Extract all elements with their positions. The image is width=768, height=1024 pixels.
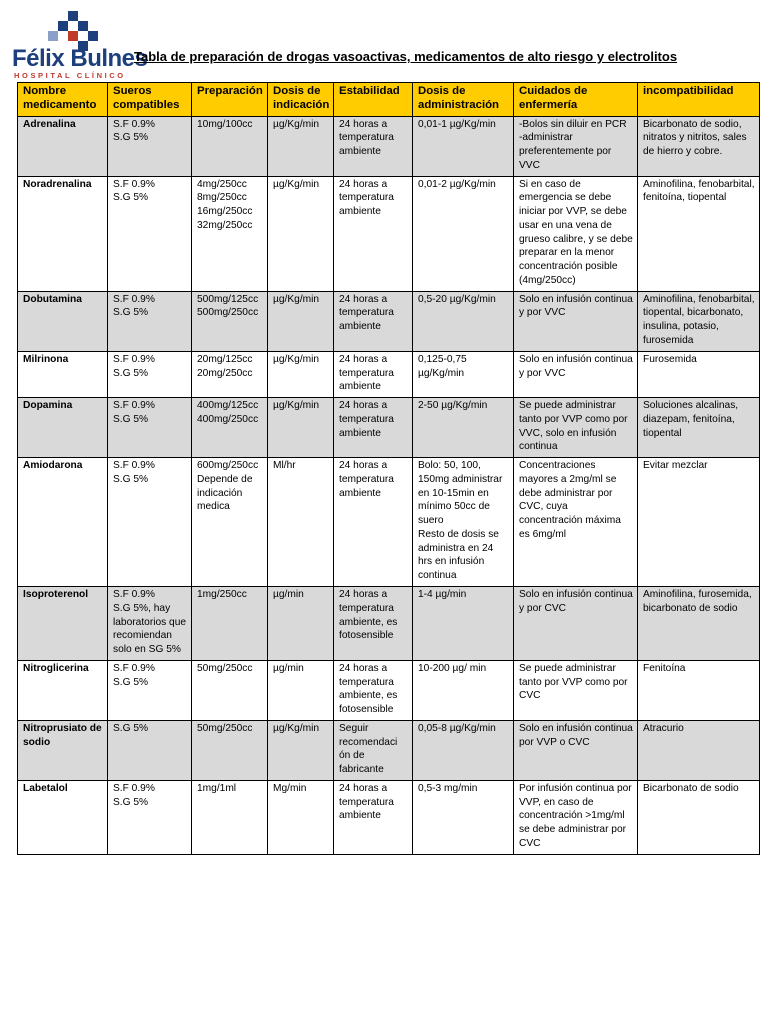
administration-dose-cell: 0,5-20 µg/Kg/min bbox=[413, 291, 514, 351]
drug-name-cell: Nitroprusiato de sodio bbox=[18, 720, 108, 780]
preparation-cell: 1mg/250cc bbox=[192, 587, 268, 661]
dose-unit-cell: µg/Kg/min bbox=[268, 291, 334, 351]
drug-name-cell: Amiodarona bbox=[18, 458, 108, 587]
column-header: Cuidados de enfermería bbox=[514, 83, 638, 117]
table-row bbox=[18, 398, 760, 458]
compatible-solutions-cell: S.F 0.9% S.G 5% bbox=[108, 116, 192, 176]
table-row bbox=[18, 458, 760, 587]
dose-unit-cell: µg/Kg/min bbox=[268, 351, 334, 397]
stability-cell: 24 horas a temperatura ambiente bbox=[334, 176, 413, 291]
logo-subtitle: HOSPITAL CLÍNICO bbox=[14, 71, 126, 80]
drug-preparation-table bbox=[17, 82, 760, 855]
compatible-solutions-cell: S.F 0.9% S.G 5%, hay laboratorios que recomiendan solo en SG 5% bbox=[108, 587, 192, 661]
compatible-solutions-cell: S.F 0.9% S.G 5% bbox=[108, 176, 192, 291]
dose-unit-cell: Ml/hr bbox=[268, 458, 334, 587]
dose-unit-cell: µg/min bbox=[268, 660, 334, 720]
incompatibility-cell: Aminofilina, furosemida, bicarbonato de sodio bbox=[638, 587, 760, 661]
dose-unit-cell: µg/Kg/min bbox=[268, 398, 334, 458]
preparation-cell: 50mg/250cc bbox=[192, 660, 268, 720]
dose-unit-cell: Mg/min bbox=[268, 780, 334, 854]
column-header: Dosis de indicación bbox=[268, 83, 334, 117]
dose-unit-cell: µg/Kg/min bbox=[268, 176, 334, 291]
compatible-solutions-cell: S.F 0.9% S.G 5% bbox=[108, 660, 192, 720]
nursing-care-cell: Se puede administrar tanto por VVP como por CVC bbox=[514, 660, 638, 720]
table-row bbox=[18, 116, 760, 176]
table-row bbox=[18, 291, 760, 351]
drug-name-cell: Dopamina bbox=[18, 398, 108, 458]
drug-name-cell: Milrinona bbox=[18, 351, 108, 397]
column-header: Preparación bbox=[192, 83, 268, 117]
compatible-solutions-cell: S.F 0.9% S.G 5% bbox=[108, 398, 192, 458]
stability-cell: 24 horas a temperatura ambiente bbox=[334, 116, 413, 176]
stability-cell: 24 horas a temperatura ambiente bbox=[334, 351, 413, 397]
column-header: Nombre medicamento bbox=[18, 83, 108, 117]
nursing-care-cell: -Bolos sin diluir en PCR -administrar preferentemente por VVC bbox=[514, 116, 638, 176]
administration-dose-cell: 0,05-8 µg/Kg/min bbox=[413, 720, 514, 780]
administration-dose-cell: Bolo: 50, 100, 150mg administrar en 10-15min en mínimo 50cc de suero Resto de dosis se administra en 24 hrs en infusión continua bbox=[413, 458, 514, 587]
preparation-cell: 4mg/250cc 8mg/250cc 16mg/250cc 32mg/250cc bbox=[192, 176, 268, 291]
drug-name-cell: Isoproterenol bbox=[18, 587, 108, 661]
column-header: Estabilidad bbox=[334, 83, 413, 117]
stability-cell: 24 horas a temperatura ambiente bbox=[334, 780, 413, 854]
stability-cell: 24 horas a temperatura ambiente bbox=[334, 398, 413, 458]
drug-name-cell: Dobutamina bbox=[18, 291, 108, 351]
preparation-cell: 1mg/1ml bbox=[192, 780, 268, 854]
nursing-care-cell: Solo en infusión continua y por CVC bbox=[514, 587, 638, 661]
dose-unit-cell: µg/Kg/min bbox=[268, 720, 334, 780]
hospital-logo bbox=[10, 8, 148, 80]
table-row bbox=[18, 351, 760, 397]
nursing-care-cell: Solo en infusión continua y por VVC bbox=[514, 351, 638, 397]
stability-cell: 24 horas a temperatura ambiente, es fotosensible bbox=[334, 660, 413, 720]
incompatibility-cell: Bicarbonato de sodio, nitratos y nitritos, sales de hierro y cobre. bbox=[638, 116, 760, 176]
table-row bbox=[18, 720, 760, 780]
administration-dose-cell: 0,5-3 mg/min bbox=[413, 780, 514, 854]
administration-dose-cell: 10-200 µg/ min bbox=[413, 660, 514, 720]
incompatibility-cell: Soluciones alcalinas, diazepam, fenitoína, tiopental bbox=[638, 398, 760, 458]
column-header: Dosis de administración bbox=[413, 83, 514, 117]
administration-dose-cell: 0,125-0,75 µg/Kg/min bbox=[413, 351, 514, 397]
dose-unit-cell: µg/min bbox=[268, 587, 334, 661]
nursing-care-cell: Solo en infusión continua y por VVC bbox=[514, 291, 638, 351]
table-row bbox=[18, 660, 760, 720]
administration-dose-cell: 1-4 µg/min bbox=[413, 587, 514, 661]
incompatibility-cell: Evitar mezclar bbox=[638, 458, 760, 587]
administration-dose-cell: 0,01-1 µg/Kg/min bbox=[413, 116, 514, 176]
preparation-cell: 10mg/100cc bbox=[192, 116, 268, 176]
stability-cell: 24 horas a temperatura ambiente, es fotosensible bbox=[334, 587, 413, 661]
nursing-care-cell: Se puede administrar tanto por VVP como por VVC, solo en infusión continua bbox=[514, 398, 638, 458]
drug-name-cell: Noradrenalina bbox=[18, 176, 108, 291]
incompatibility-cell: Atracurio bbox=[638, 720, 760, 780]
stability-cell: Seguir recomendaci ón de fabricante bbox=[334, 720, 413, 780]
logo-name: Félix Bulnes bbox=[12, 45, 148, 72]
table-body bbox=[18, 116, 760, 854]
preparation-cell: 500mg/125cc 500mg/250cc bbox=[192, 291, 268, 351]
table-row bbox=[18, 587, 760, 661]
column-header: Sueros compatibles bbox=[108, 83, 192, 117]
column-header: incompatibilidad bbox=[638, 83, 760, 117]
compatible-solutions-cell: S.F 0.9% S.G 5% bbox=[108, 351, 192, 397]
table-row bbox=[18, 780, 760, 854]
incompatibility-cell: Bicarbonato de sodio bbox=[638, 780, 760, 854]
preparation-cell: 600mg/250cc Depende de indicación medica bbox=[192, 458, 268, 587]
nursing-care-cell: Concentraciones mayores a 2mg/ml se debe administrar por CVC, cuya concentración máxima es 6mg/ml bbox=[514, 458, 638, 587]
preparation-cell: 50mg/250cc bbox=[192, 720, 268, 780]
compatible-solutions-cell: S.F 0.9% S.G 5% bbox=[108, 291, 192, 351]
administration-dose-cell: 2-50 µg/Kg/min bbox=[413, 398, 514, 458]
preparation-cell: 400mg/125cc 400mg/250cc bbox=[192, 398, 268, 458]
administration-dose-cell: 0,01-2 µg/Kg/min bbox=[413, 176, 514, 291]
drug-name-cell: Nitroglicerina bbox=[18, 660, 108, 720]
drug-name-cell: Adrenalina bbox=[18, 116, 108, 176]
preparation-cell: 20mg/125cc 20mg/250cc bbox=[192, 351, 268, 397]
incompatibility-cell: Fenitoína bbox=[638, 660, 760, 720]
compatible-solutions-cell: S.G 5% bbox=[108, 720, 192, 780]
page-header bbox=[10, 8, 760, 80]
document-title: Tabla de preparación de drogas vasoactivas, medicamentos de alto riesgo y electrolitos bbox=[134, 49, 678, 64]
incompatibility-cell: Aminofilina, fenobarbital, fenitoína, tiopental bbox=[638, 176, 760, 291]
incompatibility-cell: Furosemida bbox=[638, 351, 760, 397]
incompatibility-cell: Aminofilina, fenobarbital, tiopental, bicarbonato, insulina, potasio, furosemida bbox=[638, 291, 760, 351]
stability-cell: 24 horas a temperatura ambiente bbox=[334, 458, 413, 587]
dose-unit-cell: µg/Kg/min bbox=[268, 116, 334, 176]
table-row bbox=[18, 176, 760, 291]
stability-cell: 24 horas a temperatura ambiente bbox=[334, 291, 413, 351]
compatible-solutions-cell: S.F 0.9% S.G 5% bbox=[108, 780, 192, 854]
nursing-care-cell: Si en caso de emergencia se debe iniciar por VVP, se debe usar en una vena de grueso calibre, y se debe preparar en la menor concentración posible (4mg/250cc) bbox=[514, 176, 638, 291]
drug-name-cell: Labetalol bbox=[18, 780, 108, 854]
nursing-care-cell: Solo en infusión continua por VVP o CVC bbox=[514, 720, 638, 780]
compatible-solutions-cell: S.F 0.9% S.G 5% bbox=[108, 458, 192, 587]
table-header-row bbox=[18, 83, 760, 117]
nursing-care-cell: Por infusión continua por VVP, en caso de concentración >1mg/ml se debe administrar por CVC bbox=[514, 780, 638, 854]
